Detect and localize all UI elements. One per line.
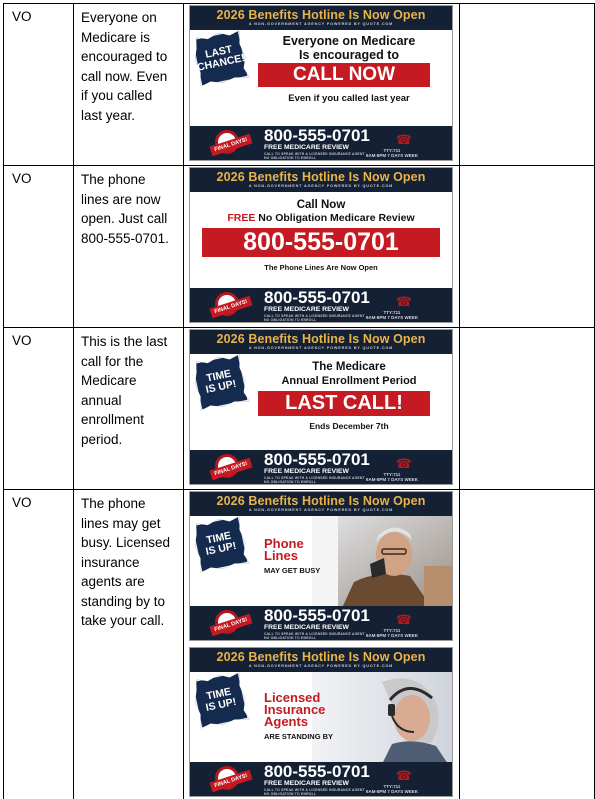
ad-header-title: 2026 Benefits Hotline Is Now Open — [216, 494, 426, 508]
fine-print-1: CALL TO SPEAK WITH A LICENSED INSURANCE AGENT — [264, 314, 365, 318]
fine-print-1: CALL TO SPEAK WITH A LICENSED INSURANCE AGENT — [264, 788, 365, 792]
ad-header — [190, 492, 452, 516]
tag-cell — [4, 4, 74, 166]
table-row — [4, 4, 595, 166]
ad-line-2-wrap — [194, 212, 448, 224]
ad-header-title: 2026 Benefits Hotline Is Now Open — [216, 8, 426, 22]
ad-footer — [190, 606, 452, 640]
speaker-tag: VO — [12, 171, 32, 186]
ad-body — [190, 192, 452, 288]
cta-banner: LAST CALL! — [258, 391, 430, 416]
fine-print-1: CALL TO SPEAK WITH A LICENSED INSURANCE AGENT — [264, 632, 365, 636]
ad-line-2: Is encouraged to — [298, 48, 400, 62]
notes-cell — [460, 4, 595, 166]
ad-header-title: 2026 Benefits Hotline Is Now Open — [216, 332, 426, 346]
footer-free-review: FREE MEDICARE REVIEW — [264, 780, 349, 787]
photo-subline: ARE STANDING BY — [264, 732, 334, 741]
footer-fine-print — [264, 632, 365, 640]
ad-header-subtitle: A NON-GOVERNMENT AGENCY POWERED BY QUOTE.COM — [248, 184, 394, 188]
speaker-tag: VO — [12, 495, 32, 510]
footer-tty — [366, 628, 418, 638]
ad-body — [190, 354, 452, 450]
notes-cell — [460, 166, 595, 328]
ad-footer — [190, 126, 452, 160]
photo-older-man-on-phone — [312, 516, 452, 606]
copy-cell — [74, 4, 184, 166]
footer-free-review: FREE MEDICARE REVIEW — [264, 306, 349, 313]
ad-header — [190, 6, 452, 30]
footer-tty — [366, 784, 418, 794]
ad-line-3: Ends December 7th — [309, 421, 389, 431]
ad-body — [190, 516, 452, 606]
ad-line-2: No Obligation Medicare Review — [258, 212, 415, 224]
ad-line-1: The Medicare — [312, 361, 386, 373]
voiceover-copy: This is the last call for the Medicare annual enrollment period. — [81, 334, 168, 447]
ad-line-1: Call Now — [296, 199, 346, 211]
tty-label: TTY:711 — [383, 148, 401, 153]
hours-label: 9AM-8PM 7 DAYS WEEK — [365, 315, 418, 320]
ad-line-3: The Phone Lines Are Now Open — [264, 263, 378, 272]
ad-header — [190, 648, 452, 672]
tty-label: TTY:711 — [383, 784, 401, 789]
final-days-ribbon: FINAL DAYS! — [209, 614, 252, 636]
photo-headline: Phone Lines — [264, 536, 304, 563]
hours-label: 9AM-8PM 7 DAYS WEEK — [365, 477, 418, 482]
telephone-icon: ☎ — [395, 456, 412, 471]
ad-frame — [189, 167, 453, 323]
footer-phone: 800-555-0701 — [264, 288, 370, 307]
tty-label: TTY:711 — [383, 628, 401, 633]
tag-cell — [4, 490, 74, 799]
ad-header — [190, 330, 452, 354]
footer-tty — [366, 472, 418, 482]
tag-cell — [4, 166, 74, 328]
ad-footer — [190, 288, 452, 322]
voiceover-copy: The phone lines are now open. Just call 800-555-0701. — [81, 172, 169, 246]
footer-fine-print — [264, 476, 365, 484]
footer-phone: 800-555-0701 — [264, 762, 370, 781]
ad-header-title: 2026 Benefits Hotline Is Now Open — [216, 170, 426, 184]
fine-print-2: NO OBLIGATION TO ENROLL — [264, 480, 317, 484]
footer-phone: 800-555-0701 — [264, 606, 370, 625]
footer-free-review: FREE MEDICARE REVIEW — [264, 144, 349, 151]
fine-print-2: NO OBLIGATION TO ENROLL — [264, 792, 317, 796]
footer-phone: 800-555-0701 — [264, 450, 370, 469]
fine-print-2: NO OBLIGATION TO ENROLL — [264, 636, 317, 640]
footer-fine-print — [264, 314, 365, 322]
frame-cell — [184, 490, 460, 799]
telephone-icon: ☎ — [395, 612, 412, 627]
ad-header-subtitle: A NON-GOVERNMENT AGENCY POWERED BY QUOTE.COM — [248, 664, 394, 668]
voiceover-copy: The phone lines may get busy. Licensed insurance agents are standing by to take your call. — [81, 496, 171, 628]
frame-cell — [184, 328, 460, 490]
photo-subline: MAY GET BUSY — [264, 566, 321, 575]
final-days-ribbon: FINAL DAYS! — [209, 770, 252, 792]
telephone-icon: ☎ — [395, 768, 412, 783]
script-table — [3, 3, 595, 799]
frame-cell — [184, 166, 460, 328]
ad-line-1: Everyone on Medicare — [282, 34, 416, 48]
ad-frame — [189, 647, 453, 797]
badge-text: TIME IS UP! — [204, 529, 238, 558]
ad-header-title: 2026 Benefits Hotline Is Now Open — [216, 650, 426, 664]
voiceover-copy: Everyone on Medicare is encouraged to call now. Even if you called last year. — [81, 10, 168, 123]
fine-print-2: NO OBLIGATION TO ENROLL — [264, 156, 317, 160]
fine-print-2: NO OBLIGATION TO ENROLL — [264, 318, 317, 322]
table-row — [4, 490, 595, 799]
frame-cell — [184, 4, 460, 166]
ad-header-subtitle: A NON-GOVERNMENT AGENCY POWERED BY QUOTE.COM — [248, 508, 394, 512]
badge-text: TIME IS UP! — [204, 685, 238, 714]
footer-free-review: FREE MEDICARE REVIEW — [264, 624, 349, 631]
ad-header-subtitle: A NON-GOVERNMENT AGENCY POWERED BY QUOTE.COM — [248, 346, 394, 350]
final-days-ribbon: FINAL DAYS! — [209, 458, 252, 480]
footer-free-review: FREE MEDICARE REVIEW — [264, 468, 349, 475]
fine-print-1: CALL TO SPEAK WITH A LICENSED INSURANCE AGENT — [264, 476, 365, 480]
speaker-tag: VO — [12, 333, 32, 348]
telephone-icon: ☎ — [395, 294, 412, 309]
telephone-icon: ☎ — [395, 132, 412, 147]
photo-headline: Licensed Insurance Agents — [264, 690, 326, 729]
ad-footer — [190, 762, 452, 796]
cta-banner: CALL NOW — [258, 63, 430, 87]
notes-cell — [460, 328, 595, 490]
ad-frame — [189, 329, 453, 485]
table-row — [4, 166, 595, 328]
cta-banner: 800-555-0701 — [202, 228, 440, 257]
footer-tty — [366, 148, 418, 158]
speaker-tag: VO — [12, 9, 32, 24]
final-days-ribbon: FINAL DAYS! — [209, 134, 252, 156]
fine-print-1: CALL TO SPEAK WITH A LICENSED INSURANCE AGENT — [264, 152, 365, 156]
hours-label: 9AM-8PM 7 DAYS WEEK — [365, 153, 418, 158]
final-days-ribbon: FINAL DAYS! — [209, 296, 252, 318]
ad-frame — [189, 491, 453, 641]
tty-label: TTY:711 — [383, 310, 401, 315]
hours-label: 9AM-8PM 7 DAYS WEEK — [365, 633, 418, 638]
ad-line-3: Even if you called last year — [288, 93, 410, 104]
ad-body — [190, 672, 452, 762]
photo-agent-with-headset — [312, 672, 452, 762]
ad-header — [190, 168, 452, 192]
ad-footer — [190, 450, 452, 484]
copy-cell — [74, 166, 184, 328]
footer-fine-print — [264, 788, 365, 796]
badge-text: TIME IS UP! — [204, 367, 238, 396]
tag-cell — [4, 328, 74, 490]
free-word: FREE — [227, 212, 256, 224]
tty-label: TTY:711 — [383, 472, 401, 477]
footer-phone: 800-555-0701 — [264, 126, 370, 145]
footer-fine-print — [264, 152, 365, 160]
notes-cell — [460, 490, 595, 799]
ad-frame — [189, 5, 453, 161]
ad-line-2: Annual Enrollment Period — [281, 375, 417, 387]
copy-cell — [74, 490, 184, 799]
ad-header-subtitle: A NON-GOVERNMENT AGENCY POWERED BY QUOTE.COM — [248, 22, 394, 26]
badge-text: LAST CHANCE! — [196, 43, 246, 74]
table-row — [4, 328, 595, 490]
footer-tty — [366, 310, 418, 320]
ad-body — [190, 30, 452, 126]
copy-cell — [74, 328, 184, 490]
hours-label: 9AM-8PM 7 DAYS WEEK — [365, 789, 418, 794]
